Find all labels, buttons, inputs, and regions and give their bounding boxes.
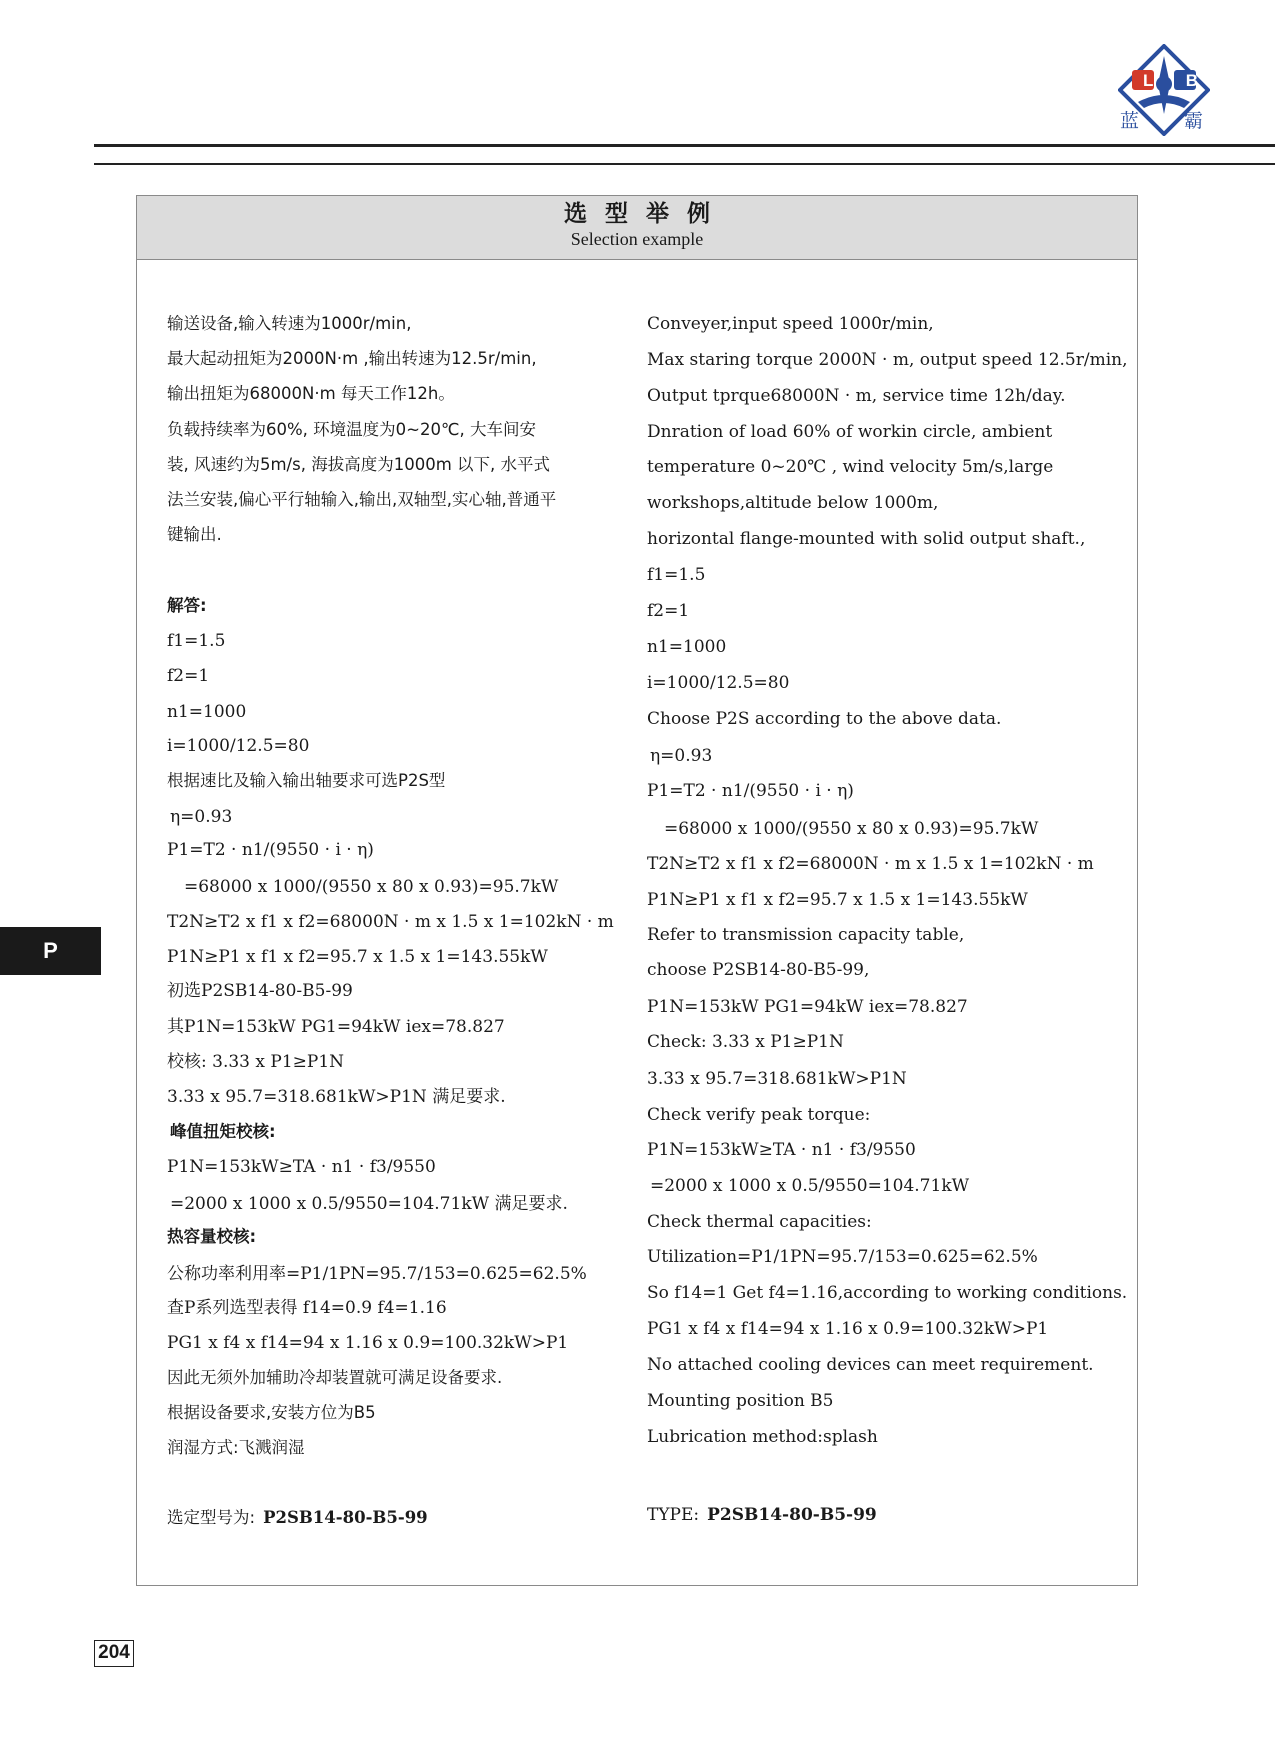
text-line: η=0.93 (650, 746, 713, 766)
header-rule-bottom (94, 163, 1275, 165)
text-line: Output tprque68000N · m, service time 12h/day. (647, 386, 1066, 406)
text-line: So f14=1 Get f4=1.16,according to working conditions. (647, 1283, 1128, 1303)
text-line: P1N≥P1 x f1 x f2=95.7 x 1.5 x 1=143.55kW (647, 890, 1028, 910)
text-line: P1N=153kW PG1=94kW iex=78.827 (647, 997, 968, 1017)
selected-type-line (167, 1507, 428, 1529)
selected-type-value: P2SB14-80-B5-99 (707, 1505, 877, 1525)
selected-type-label: TYPE: (647, 1505, 700, 1525)
text-line: =68000 x 1000/(9550 x 80 x 0.93)=95.7kW (184, 877, 559, 897)
text-line: No attached cooling devices can meet requirement. (647, 1355, 1094, 1375)
text-line: 峰值扭矩校核: (170, 1122, 276, 1141)
logo-letters: L B (1143, 71, 1213, 90)
text-line: 键输出. (167, 525, 222, 544)
text-line: =68000 x 1000/(9550 x 80 x 0.93)=95.7kW (664, 819, 1039, 839)
side-tab-p: P (0, 927, 101, 975)
text-line: Check: 3.33 x P1≥P1N (647, 1032, 844, 1052)
text-line: η=0.93 (170, 807, 233, 827)
text-line: 最大起动扭矩为2000N·m ,输出转速为12.5r/min, (167, 349, 537, 368)
text-line: P1N=153kW≥TA · n1 · f3/9550 (647, 1140, 916, 1160)
text-line: choose P2SB14-80-B5-99, (647, 960, 870, 980)
text-line: 根据设备要求,安装方位为B5 (167, 1403, 376, 1422)
text-line: Mounting position B5 (647, 1391, 834, 1411)
text-line: Refer to transmission capacity table, (647, 925, 965, 945)
text-line: Conveyer,input speed 1000r/min, (647, 314, 934, 334)
text-line: 3.33 x 95.7=318.681kW>P1N (647, 1069, 907, 1089)
text-line: 负载持续率为60%, 环境温度为0~20℃, 大车间安 (167, 420, 537, 439)
text-line: 法兰安装,偏心平行轴输入,输出,双轴型,实心轴,普通平 (167, 490, 557, 509)
text-line: f1=1.5 (647, 565, 706, 585)
text-line: f1=1.5 (167, 631, 226, 651)
selected-type-label: 选定型号为: (167, 1508, 256, 1527)
text-line: Max staring torque 2000N · m, output speed 12.5r/min, (647, 350, 1128, 370)
text-line: 公称功率利用率=P1/1PN=95.7/153=0.625=62.5% (167, 1264, 587, 1284)
text-line: 输出扭矩为68000N·m 每天工作12h。 (167, 384, 455, 403)
text-line: n1=1000 (167, 702, 247, 722)
text-line: 其P1N=153kW PG1=94kW iex=78.827 (167, 1017, 505, 1037)
text-line: horizontal flange-mounted with solid output shaft., (647, 529, 1086, 549)
text-line: 润湿方式:飞溅润湿 (167, 1438, 305, 1457)
text-line: f2=1 (647, 601, 690, 621)
text-line: 热容量校核: (167, 1227, 257, 1246)
logo-cn-left: 蓝 (1120, 110, 1140, 132)
text-line: P1=T2 · n1/(9550 · i · η) (167, 840, 374, 860)
text-line: P1N≥P1 x f1 x f2=95.7 x 1.5 x 1=143.55kW (167, 947, 548, 967)
text-line: Choose P2S according to the above data. (647, 709, 1002, 729)
header-rule-top (94, 144, 1275, 147)
text-line: T2N≥T2 x f1 x f2=68000N · m x 1.5 x 1=102kN · m (167, 912, 614, 932)
text-line: workshops,altitude below 1000m, (647, 493, 939, 513)
text-line: Utilization=P1/1PN=95.7/153=0.625=62.5% (647, 1247, 1038, 1267)
text-line: Check thermal capacities: (647, 1212, 872, 1232)
text-line: T2N≥T2 x f1 x f2=68000N · m x 1.5 x 1=102kN · m (647, 854, 1094, 874)
page-number: 204 (94, 1640, 134, 1667)
text-line: P1N=153kW≥TA · n1 · f3/9550 (167, 1157, 436, 1177)
text-line: 解答: (167, 596, 207, 615)
text-line: PG1 x f4 x f14=94 x 1.16 x 0.9=100.32kW>P1 (167, 1333, 569, 1353)
text-line: P1=T2 · n1/(9550 · i · η) (647, 781, 854, 801)
text-line: temperature 0~20℃ , wind velocity 5m/s,large (647, 457, 1054, 477)
text-line: 3.33 x 95.7=318.681kW>P1N 满足要求. (167, 1087, 506, 1107)
text-line: n1=1000 (647, 637, 727, 657)
text-line: 初选P2SB14-80-B5-99 (167, 981, 353, 1001)
section-title-cn: 选型举例 (564, 201, 728, 227)
selected-type-value: P2SB14-80-B5-99 (263, 1508, 428, 1527)
text-line: =2000 x 1000 x 0.5/9550=104.71kW (650, 1176, 970, 1196)
text-line: 查P系列选型表得 f14=0.9 f4=1.16 (167, 1298, 447, 1318)
text-line: 输送设备,输入转速为1000r/min, (167, 314, 412, 333)
section-title-en: Selection example (570, 229, 704, 249)
text-line: PG1 x f4 x f14=94 x 1.16 x 0.9=100.32kW>P1 (647, 1319, 1049, 1339)
text-line: =2000 x 1000 x 0.5/9550=104.71kW 满足要求. (170, 1194, 568, 1214)
text-line: 根据速比及输入输出轴要求可选P2S型 (167, 771, 446, 790)
section-header (137, 196, 1137, 260)
logo-cn-right: 霸 (1184, 110, 1204, 132)
text-line: 校核: 3.33 x P1≥P1N (167, 1052, 345, 1072)
text-line: 装, 风速约为5m/s, 海拔高度为1000m 以下, 水平式 (167, 455, 551, 474)
text-line: Lubrication method:splash (647, 1427, 878, 1447)
text-line: i=1000/12.5=80 (647, 673, 790, 693)
text-line: i=1000/12.5=80 (167, 736, 310, 756)
text-line: Check verify peak torque: (647, 1105, 871, 1125)
text-line: 因此无须外加辅助冷却装置就可满足设备要求. (167, 1368, 503, 1387)
text-line: f2=1 (167, 666, 210, 686)
selected-type-line (647, 1504, 877, 1526)
text-line: Dnration of load 60% of workin circle, ambient (647, 422, 1053, 442)
